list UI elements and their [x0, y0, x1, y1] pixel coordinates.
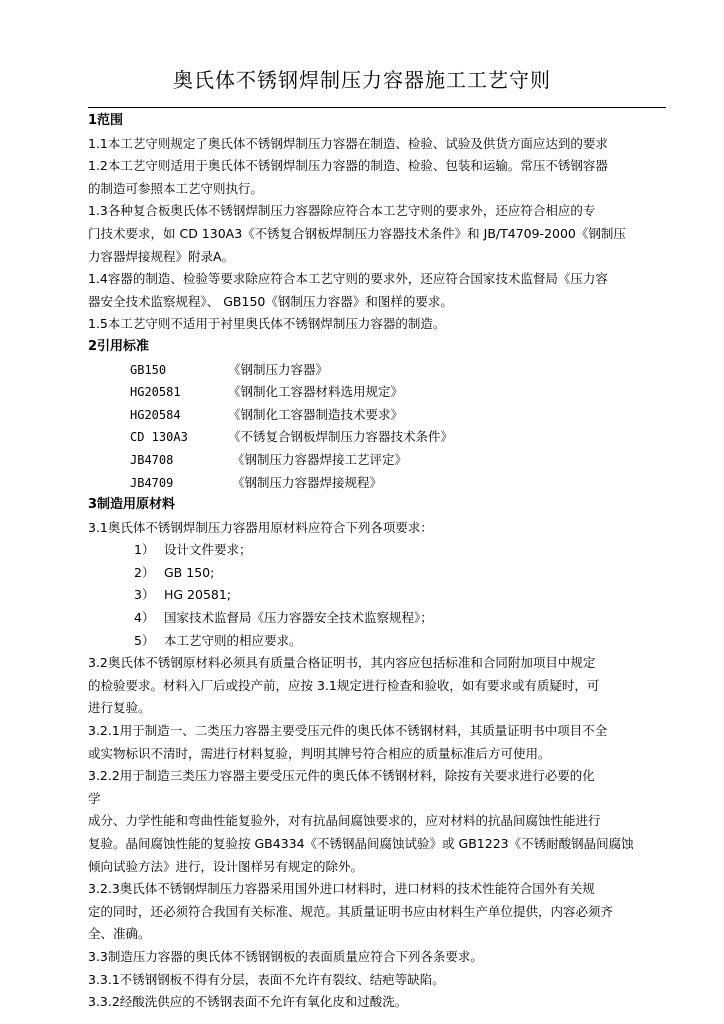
standard-row	[88, 381, 696, 404]
standard-name: 《钢制化工容器制造技术要求》	[228, 406, 404, 422]
standard-code: HG20581	[130, 385, 181, 400]
paragraph-line: 1.3各种复合板奥氏体不锈钢焊制压力容器除应符合本工艺守则的要求外，还应符合相应的专	[88, 203, 596, 219]
paragraph-line: 力容器焊接规程》附录A。	[88, 248, 235, 264]
paragraph-line: 全、准确。	[88, 926, 151, 942]
section-heading-scope: 1范围	[88, 113, 124, 128]
paragraph-line: 进行复验。	[88, 700, 151, 716]
paragraph-line: 3.2奥氏体不锈钢原材料必须具有质量合格证明书，其内容应包括标准和合同附加项目中规定	[88, 655, 596, 671]
paragraph-line: 3.2.3奥氏体不锈钢焊制压力容器采用国外进口材料时，进口材料的技术性能符合国外有关规	[88, 881, 595, 897]
requirement-item	[88, 630, 696, 653]
item-number: 2）	[134, 564, 155, 580]
requirement-item	[88, 562, 696, 585]
paragraph-line: 1.2本工艺守则适用于奥氏体不锈钢焊制压力容器的制造、检验、包装和运输。常压不锈钢容器	[88, 158, 608, 174]
paragraph-line: 倾向试验方法》进行，设计图样另有规定的除外。	[88, 858, 364, 874]
standard-code: CD 130A3	[130, 430, 188, 445]
paragraph-line: 复验。晶间腐蚀性能的复验按 GB4334《不锈钢晶间腐蚀试验》或 GB1223《不锈耐酸钢晶间腐蚀	[88, 836, 634, 851]
standard-row	[88, 449, 696, 472]
item-text: GB 150;	[164, 564, 215, 580]
standard-row	[88, 472, 696, 495]
paragraph-line: 3.3制造压力容器的奥氏体不锈钢钢板的表面质量应符合下列各条要求。	[88, 948, 483, 964]
paragraph-line: 成分、力学性能和弯曲性能复验外，对有抗晶间腐蚀要求的，应对材料的抗晶间腐蚀性能进行	[88, 813, 601, 829]
requirement-item	[88, 539, 696, 562]
standard-code: JB4708	[130, 452, 174, 467]
standard-row	[88, 404, 696, 427]
item-text: 国家技术监督局《压力容器安全技术监察规程》；	[164, 610, 433, 626]
paragraph-line: 器安全技术监察规程》、 GB150《钢制压力容器》和图样的要求。	[88, 293, 453, 309]
paragraph-line: 或实物标识不清时，需进行材料复验，判明其牌号符合相应的质量标准后方可使用。	[88, 745, 551, 761]
requirement-item	[88, 584, 696, 607]
standard-code: GB150	[130, 362, 167, 377]
item-text: 设计文件要求；	[164, 542, 252, 558]
item-number: 4）	[134, 610, 155, 626]
item-text: 本工艺守则的相应要求。	[164, 632, 302, 648]
paragraph-line: 3.1奥氏体不锈钢焊制压力容器用原材料应符合下列各项要求：	[88, 519, 433, 535]
standard-code: JB4709	[130, 475, 174, 490]
paragraph-line: 的检验要求。材料入厂后或投产前，应按 3.1规定进行检查和验收，如有要求或有质疑时，可	[88, 677, 600, 693]
paragraph-line: 学	[88, 790, 101, 806]
document-title: 奥氏体不锈钢焊制压力容器施工工艺守则	[173, 68, 551, 92]
section-heading-materials: 3制造用原材料	[88, 497, 176, 513]
paragraph-line: 3.2.2用于制造三类压力容器主要受压元件的奥氏体不锈钢材料，除按有关要求进行必要的化	[88, 768, 595, 784]
requirement-item	[88, 607, 696, 630]
title-underline	[88, 107, 666, 108]
standard-name: 《钢制压力容器焊接规程》	[228, 474, 382, 490]
paragraph-line: 1.1本工艺守则规定了奥氏体不锈钢焊制压力容器在制造、检验、试验及供货方面应达到的要求	[88, 135, 608, 151]
paragraph-line: 3.3.2经酸洗供应的不锈钢表面不允许有氧化皮和过酸洗。	[88, 994, 408, 1010]
document-body	[88, 110, 696, 1014]
standard-name: 《不锈复合钢板焊制压力容器技术条件》	[228, 429, 454, 445]
standard-name: 《钢制化工容器材料选用规定》	[228, 384, 404, 400]
paragraph-line: 定的同时，还必须符合我国有关标准、规范。其质量证明书应由材料生产单位提供，内容必须齐	[88, 903, 614, 919]
standard-row	[88, 359, 696, 382]
paragraph-line: 1.5本工艺守则不适用于衬里奥氏体不锈钢焊制压力容器的制造。	[88, 316, 446, 332]
item-text: HG 20581;	[164, 587, 232, 603]
paragraph-line: 1.4容器的制造、检验等要求除应符合本工艺守则的要求外，还应符合国家技术监督局《压力容	[88, 271, 608, 287]
standard-name: 《钢制压力容器焊接工艺评定》	[228, 451, 407, 467]
item-number: 5）	[134, 632, 155, 648]
standard-code: HG20584	[130, 407, 181, 422]
standard-row	[88, 426, 696, 449]
standard-name: 《钢制压力容器》	[228, 361, 329, 377]
paragraph-line: 的制造可参照本工艺守则执行。	[88, 180, 264, 196]
item-number: 1）	[134, 542, 155, 558]
paragraph-line: 3.3.1不锈钢钢板不得有分层，表面不允许有裂纹、结疤等缺陷。	[88, 971, 445, 987]
paragraph-line: 3.2.1用于制造一、二类压力容器主要受压元件的奥氏体不锈钢材料，其质量证明书中项目不全	[88, 723, 608, 739]
section-heading-references: 2引用标准	[88, 338, 150, 354]
paragraph-line: 门技术要求，如 CD 130A3《不锈复合钢板焊制压力容器技术条件》和 JB/T4709-2000《钢制压	[88, 225, 626, 241]
item-number: 3）	[134, 587, 155, 603]
